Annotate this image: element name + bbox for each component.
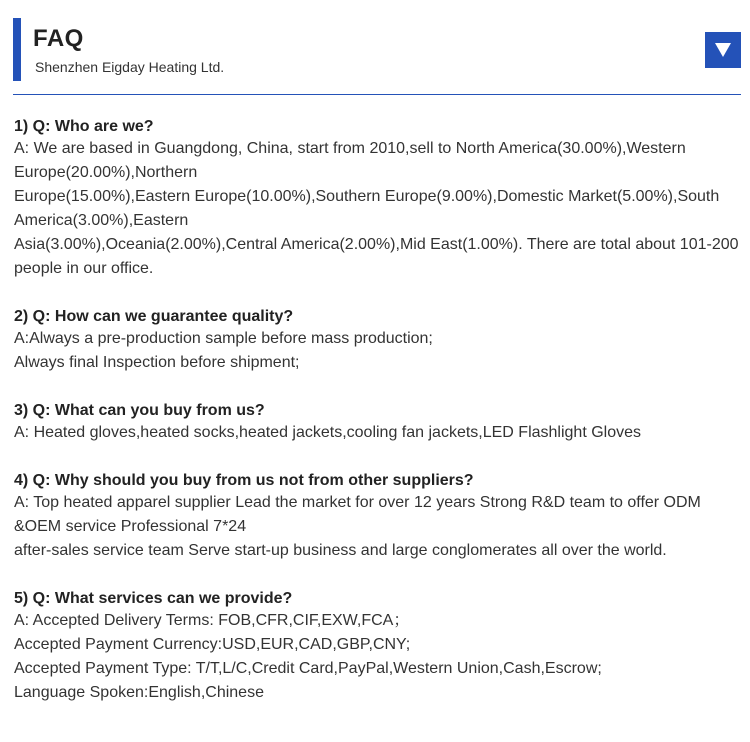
faq-answer — [14, 609, 736, 705]
answer-line: people in our office. — [14, 260, 154, 277]
faq-answer — [14, 137, 739, 281]
answer-line: after-sales service team Serve start-up business and large conglomerates all over the world. — [14, 542, 667, 559]
answer-line: Accepted Payment Type: T/T,L/C,Credit Card,PayPal,Western Union,Cash,Escrow; — [14, 660, 602, 677]
faq-question: 4) Q: Why should you buy from us not from other suppliers? — [14, 472, 474, 489]
answer-line: &OEM service Professional 7*24 — [14, 518, 247, 535]
faq-question: 5) Q: What services can we provide? — [14, 590, 293, 607]
faq-item — [14, 306, 736, 375]
faq-question: 3) Q: What can you buy from us? — [14, 402, 265, 419]
accent-bar — [13, 18, 21, 81]
faq-question: 1) Q: Who are we? — [14, 118, 154, 135]
answer-line: Always final Inspection before shipment; — [14, 354, 300, 371]
caret-down-icon — [715, 43, 731, 57]
faq-header — [13, 18, 741, 82]
company-name: Shenzhen Eigday Heating Ltd. — [35, 59, 225, 75]
collapse-toggle-button[interactable] — [705, 32, 741, 68]
answer-line: A: We are based in Guangdong, China, start from 2010,sell to North America(30.00%),Western — [14, 140, 686, 157]
faq-question: 2) Q: How can we guarantee quality? — [14, 308, 294, 325]
answer-line: A:Always a pre-production sample before mass production; — [14, 330, 433, 347]
faq-answer — [14, 491, 736, 563]
answer-line: A: Top heated apparel supplier Lead the market for over 12 years Strong R&D team to offer ODM — [14, 494, 701, 511]
answer-line: Language Spoken:English,Chinese — [14, 684, 264, 701]
faq-item — [14, 588, 736, 705]
faq-item — [14, 116, 739, 281]
answer-line: Europe(20.00%),Northern — [14, 164, 198, 181]
answer-line: A: Heated gloves,heated socks,heated jackets,cooling fan jackets,LED Flashlight Gloves — [14, 424, 642, 441]
answer-line: America(3.00%),Eastern — [14, 212, 189, 229]
faq-answer — [14, 327, 736, 375]
answer-line: Accepted Payment Currency:USD,EUR,CAD,GBP,CNY; — [14, 636, 411, 653]
faq-list — [14, 116, 739, 730]
faq-item — [14, 470, 736, 563]
answer-line: A: Accepted Delivery Terms: FOB,CFR,CIF,EXW,FCA； — [14, 612, 410, 629]
header-divider — [13, 94, 741, 95]
faq-answer — [14, 421, 736, 445]
answer-line: Europe(15.00%),Eastern Europe(10.00%),Southern Europe(9.00%),Domestic Market(5.00%),South — [14, 188, 720, 205]
faq-item — [14, 400, 736, 445]
page-title: FAQ — [33, 25, 84, 52]
answer-line: Asia(3.00%),Oceania(2.00%),Central America(2.00%),Mid East(1.00%). There are total about 101-200 — [14, 236, 739, 253]
